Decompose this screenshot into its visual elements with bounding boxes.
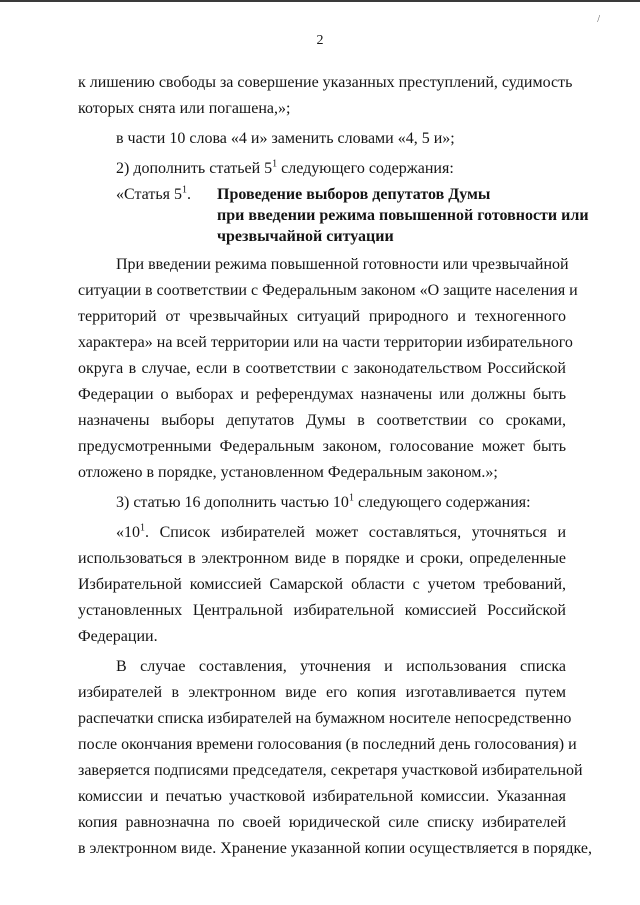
- scan-top-edge: [0, 0, 640, 2]
- text-line: территорий от чрезвычайных ситуаций природного и техногенного: [78, 308, 566, 325]
- article-number: «Статья $5^1$.: [116, 184, 191, 203]
- article-heading: [78, 184, 589, 246]
- page-number: 2: [316, 33, 324, 48]
- text-line: «$10^1$. Список избирателей может составляться, уточняться и: [116, 522, 566, 541]
- text-line: в электронном виде. Хранение указанной копии осуществляется в порядке,: [78, 840, 592, 857]
- text-line: Федерации о выборах и референдумах назначены или должны быть: [78, 386, 566, 403]
- text-line: в части 10 слова «4 и» заменить словами «4, 5 и»;: [116, 130, 455, 147]
- text-line: к лишению свободы за совершение указанных преступлений, судимость: [78, 74, 573, 91]
- text-line: предусмотренными Федеральным законом, голосование может быть: [78, 438, 566, 455]
- text-line: копия равнозначна по своей юридической силе списку избирателей: [78, 814, 566, 831]
- article-title-line: при введении режима повышенной готовности или: [217, 207, 589, 224]
- text-line: характера» на всей территории или на части территории избирательного: [78, 334, 573, 351]
- text-line: комиссии и печатью участковой избирательной комиссии. Указанная: [78, 788, 566, 805]
- text-line: после окончания времени голосования (в последний день голосования) и: [78, 736, 577, 753]
- text-line: 3) статью 16 дополнить частью $10^1$ следующего содержания:: [116, 492, 531, 511]
- text-line: округа в случае, если в соответствии с законодательством Российской: [78, 360, 566, 377]
- article-title-line: Проведение выборов депутатов Думы: [217, 186, 491, 203]
- article-title-line: чрезвычайной ситуации: [217, 228, 394, 245]
- text-line: ситуации в соответствии с Федеральным законом «О защите населения и: [78, 282, 578, 299]
- text-line: отложено в порядке, установленном Федеральным законом.»;: [78, 464, 498, 481]
- text-line: 2) дополнить статьей $5^1$ следующего содержания:: [116, 158, 454, 177]
- text-line: которых снята или погашена,»;: [78, 100, 291, 117]
- text-line: установленных Центральной избирательной комиссией Российской: [78, 602, 566, 619]
- text-line: Избирательной комиссией Самарской области с учетом требований,: [78, 576, 566, 593]
- text-line: При введении режима повышенной готовности или чрезвычайной: [116, 256, 569, 273]
- text-line: назначены выборы депутатов Думы в соответствии со сроками,: [78, 412, 566, 429]
- text-line: В случае составления, уточнения и использования списка: [116, 658, 566, 675]
- article-title: [217, 184, 589, 247]
- text-line: заверяется подписями председателя, секретаря участковой избирательной: [78, 762, 583, 779]
- document-body: [78, 70, 592, 862]
- corner-mark: /: [597, 14, 600, 25]
- text-line: избирателей в электронном виде его копия изготавливается путем: [78, 684, 566, 701]
- text-line: распечатки списка избирателей на бумажном носителе непосредственно: [78, 710, 572, 727]
- text-line: использоваться в электронном виде в порядке и сроки, определенные: [78, 550, 566, 567]
- text-line: Федерации.: [78, 628, 158, 645]
